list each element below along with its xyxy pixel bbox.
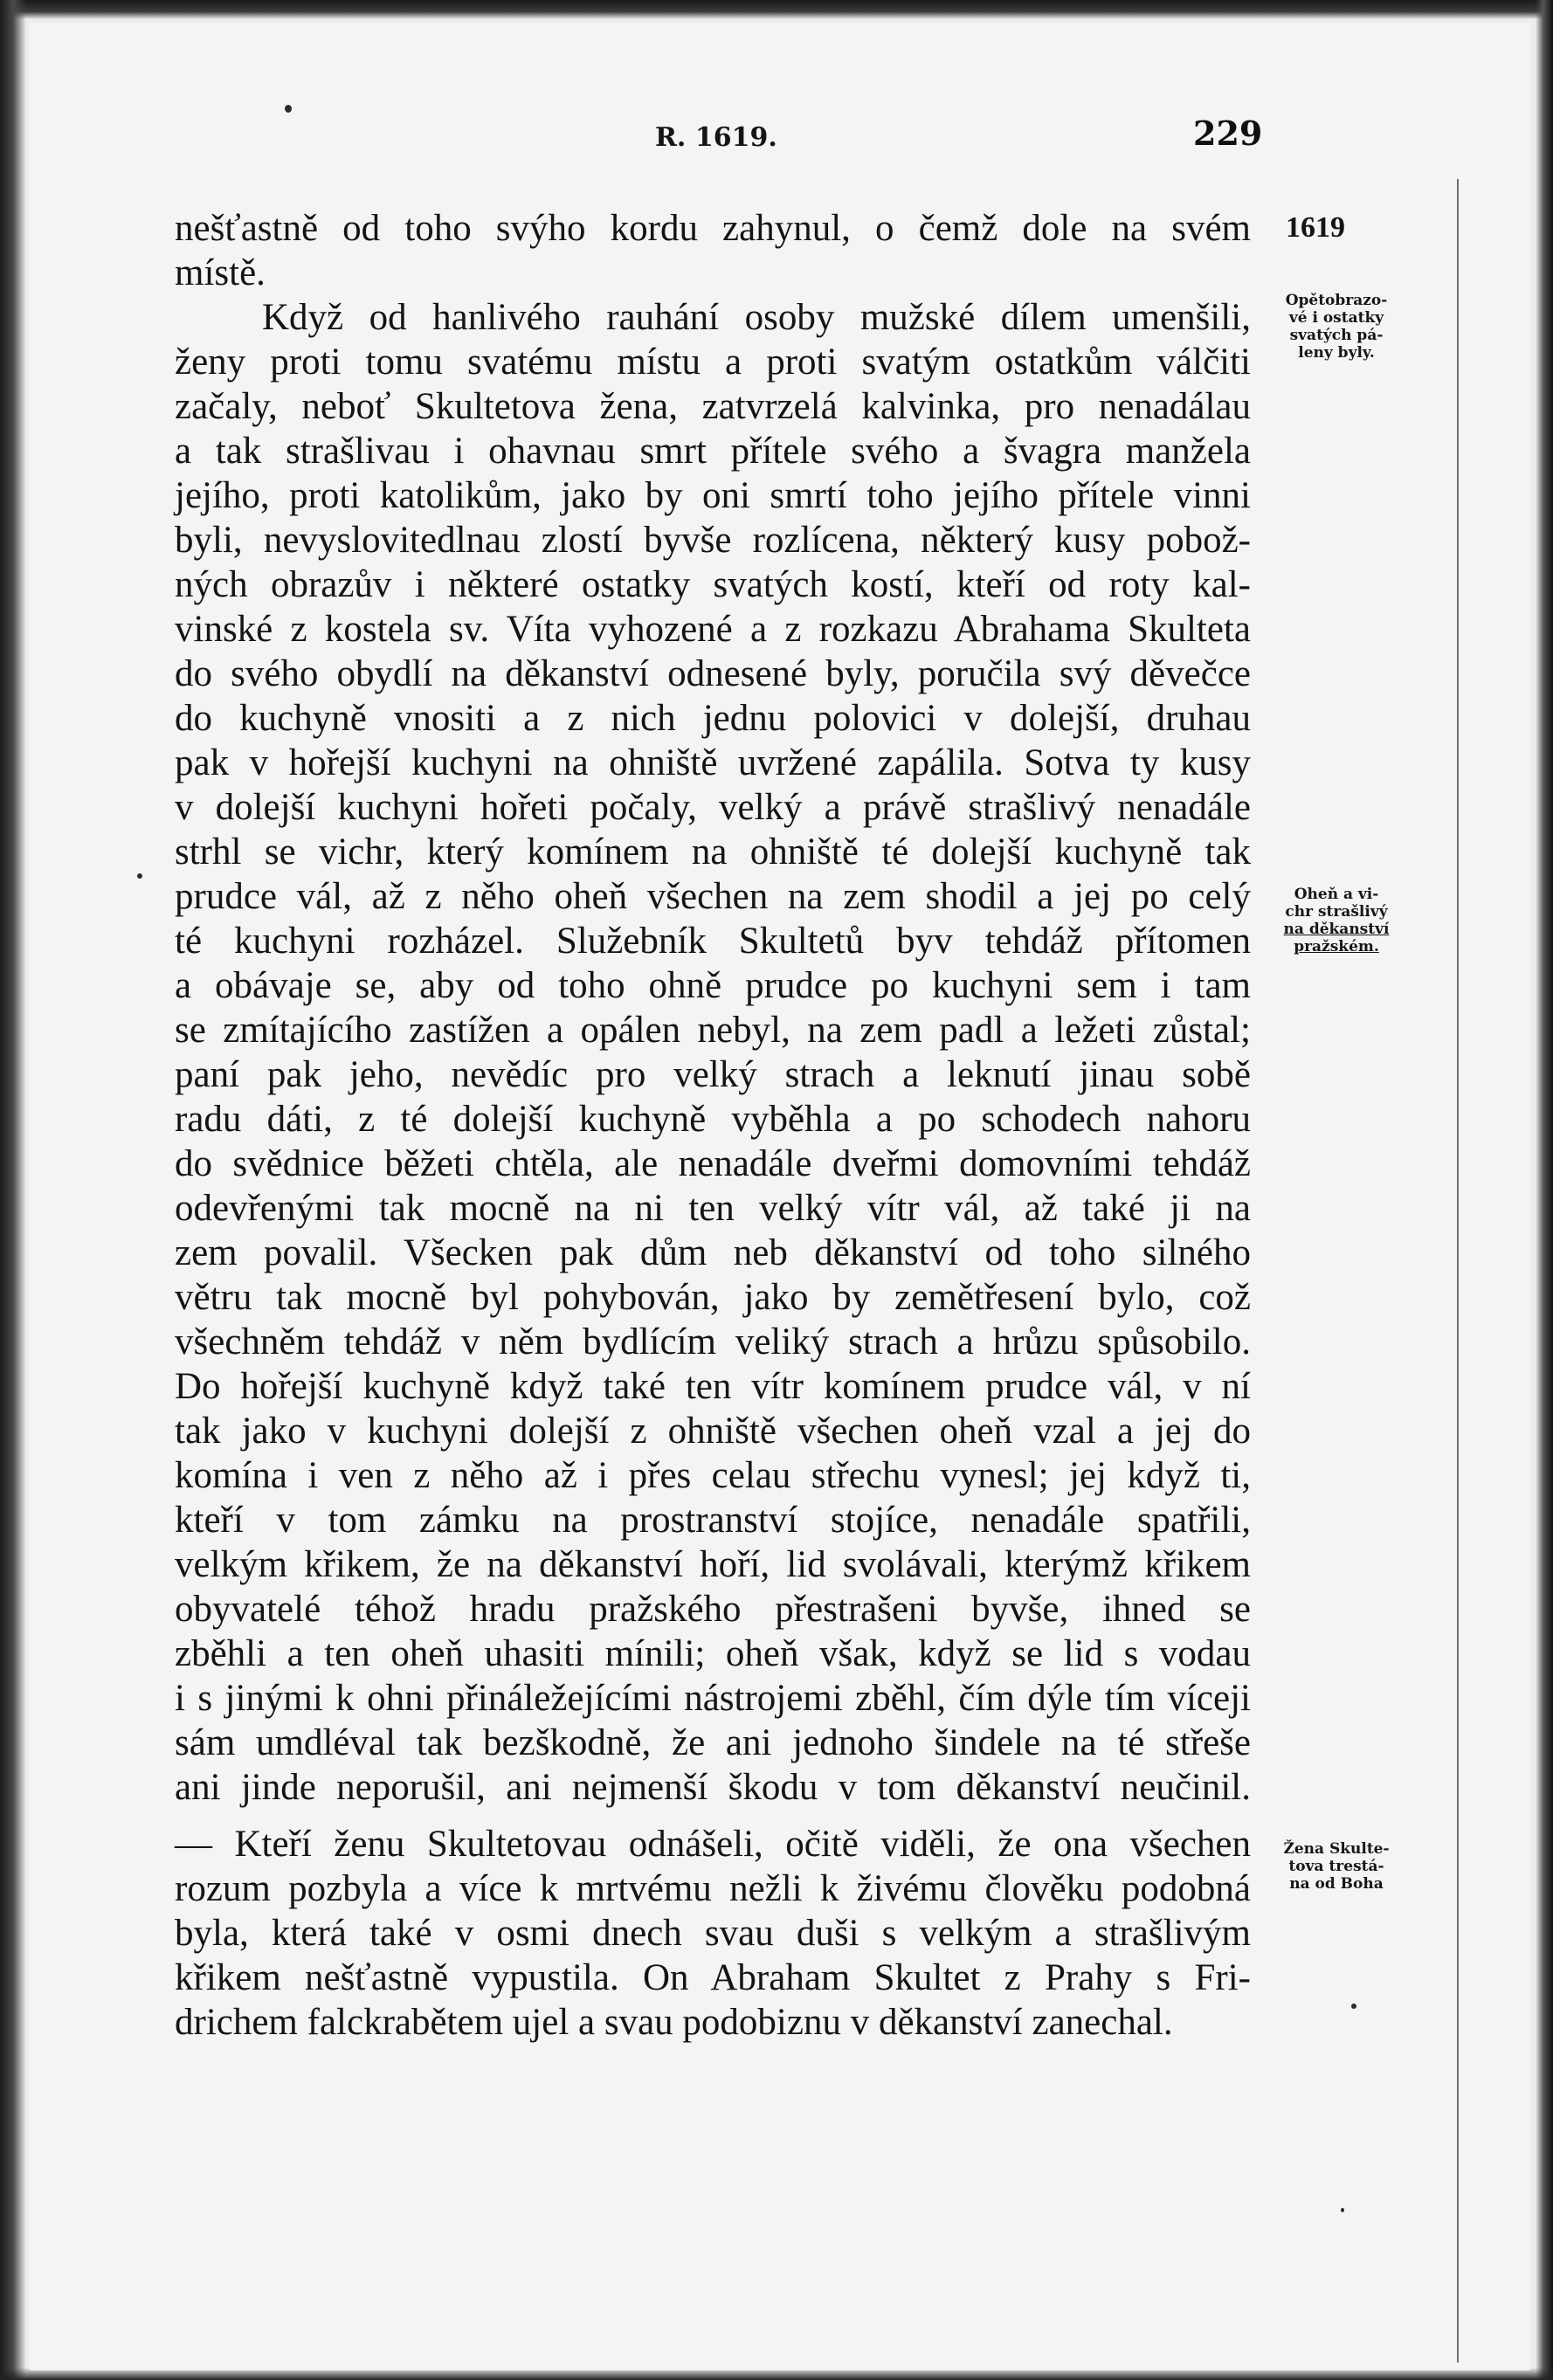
- margin-note-images-burned: [1261, 292, 1412, 362]
- margin-note-line: Opětobrazo-: [1285, 292, 1388, 309]
- margin-note-line: na děkanství: [1283, 921, 1390, 938]
- body-line: v dolejší kuchyni hořeti počaly, velký a právě strašlivý nenadále: [175, 787, 1251, 828]
- margin-year: 1619: [1286, 211, 1345, 244]
- body-line: té kuchyni rozházel. Služebník Skultetů byv tehdáž přítomen: [175, 921, 1251, 962]
- body-line: větru tak mocně byl pohybován, jako by zemětřesení bylo, což: [175, 1277, 1251, 1318]
- body-line: zběhli a ten oheň uhasiti mínili; oheň však, když se lid s vodau: [175, 1633, 1251, 1674]
- body-line: a obávaje se, aby od toho ohně prudce po kuchyni sem i tam: [175, 965, 1251, 1006]
- margin-rule: [1457, 179, 1459, 2363]
- body-line: komína i ven z něho až i přes celau střechu vynesl; jej když ti,: [175, 1455, 1251, 1496]
- body-line: radu dáti, z té dolejší kuchyně vyběhla a po schodech nahoru: [175, 1099, 1251, 1140]
- running-head-year: R. 1619.: [655, 122, 777, 153]
- body-line: do svého obydlí na děkanství odnesené byly, poručila svý děvečce: [175, 653, 1251, 694]
- ink-speck: [1341, 2208, 1344, 2212]
- body-line: — Kteří ženu Skultetovau odnášeli, očitě viděli, že ona všechen: [175, 1824, 1251, 1865]
- body-line: tak jako v kuchyni dolejší z ohniště všechen oheň vzal a jej do: [175, 1411, 1251, 1452]
- body-line: se zmítajícího zastížen a opálen nebyl, na zem padl a ležeti zůstal;: [175, 1010, 1251, 1051]
- body-line: místě.: [175, 252, 266, 293]
- margin-note-god-punished: [1261, 1840, 1412, 1893]
- scan-edge-top: [0, 0, 1553, 19]
- body-line: začaly, neboť Skultetova žena, zatvrzelá kalvinka, pro nenadálau: [175, 386, 1251, 427]
- body-line: Když od hanlivého rauhání osoby mužské dílem umenšili,: [262, 297, 1251, 338]
- body-line: a tak strašlivau i ohavnau smrt přítele svého a švagra manžela: [175, 431, 1251, 472]
- body-line: ženy proti tomu svatému místu a proti svatým ostatkům válčiti: [175, 341, 1251, 383]
- margin-note-fire-and-wind: [1261, 886, 1412, 955]
- body-line: ných obrazův i některé ostatky svatých kostí, kteří od roty kal-: [175, 564, 1251, 605]
- body-line: jejího, proti katolikům, jako by oni smrtí toho jejího přítele vinni: [175, 475, 1251, 516]
- body-line: do svědnice běžeti chtěla, ale nenadále dveřmi domovními tehdáž: [175, 1143, 1251, 1184]
- body-line: zem povalil. Všecken pak dům neb děkanství od toho silného: [175, 1232, 1251, 1273]
- body-line: nešťastně od toho svýho kordu zahynul, o čemž dole na svém: [175, 208, 1251, 249]
- body-line: byla, která také v osmi dnech svau duši s velkým a strašlivým: [175, 1913, 1251, 1954]
- body-line: drichem falckrabětem ujel a svau podobiznu v děkanství zanechal.: [175, 2002, 1173, 2043]
- body-line: prudce vál, až z něho oheň všechen na zem shodil a jej po celý: [175, 876, 1251, 917]
- margin-note-line: vé i ostatky: [1288, 309, 1384, 327]
- body-line: rozum pozbyla a více k mrtvému nežli k živému člověku podobná: [175, 1868, 1251, 1909]
- body-line: paní pak jeho, nevědíc pro velký strach a leknutí jinau sobě: [175, 1054, 1251, 1095]
- body-line: strhl se vichr, který komínem na ohniště té dolejší kuchyně tak: [175, 831, 1251, 873]
- body-line: byli, nevyslovitedlnau zlostí byvše rozlícena, některý kusy pobož-: [175, 520, 1251, 561]
- body-line: vinské z kostela sv. Víta vyhozené a z rozkazu Abrahama Skulteta: [175, 609, 1251, 650]
- body-line: obyvatelé téhož hradu pražského přestrašeni byvše, ihned se: [175, 1589, 1251, 1630]
- body-line: pak v hořejší kuchyni na ohniště uvržené zapálila. Sotva ty kusy: [175, 742, 1251, 783]
- body-line: sám umdléval tak bezškodně, že ani jednoho šindele na té střeše: [175, 1722, 1251, 1763]
- body-line: velkým křikem, že na děkanství hoří, lid svolávali, kterýmž křikem: [175, 1544, 1251, 1585]
- ink-speck: [1351, 2004, 1356, 2009]
- margin-note-line: na od Boha: [1289, 1875, 1384, 1893]
- margin-note-line: tova trestá-: [1288, 1858, 1384, 1875]
- scan-edge-left: [0, 0, 26, 2380]
- body-line: ani jinde neporušil, ani nejmenší škodu v tom děkanství neučinil.: [175, 1767, 1251, 1808]
- body-line: kteří v tom zámku na prostranství stojíce, nenadále spatřili,: [175, 1500, 1251, 1541]
- margin-note-line: Žena Skulte-: [1283, 1840, 1390, 1858]
- margin-note-line: pražském.: [1294, 938, 1379, 955]
- margin-note-line: Oheň a vi-: [1294, 886, 1379, 903]
- ink-speck: [285, 105, 292, 113]
- body-line: všechněm tehdáž v něm bydlícím veliký strach a hrůzu spůsobilo.: [175, 1321, 1251, 1362]
- body-line: i s jinými k ohni přináležejícími nástrojemi zběhl, čím dýle tím víceji: [175, 1678, 1251, 1719]
- body-line: křikem nešťastně vypustila. On Abraham Skultet z Prahy s Fri-: [175, 1957, 1251, 1998]
- body-line: odevřenými tak mocně na ni ten velký vítr vál, až také ji na: [175, 1188, 1251, 1229]
- scan-edge-right: [1536, 0, 1553, 2380]
- margin-note-line: chr strašlivý: [1285, 903, 1388, 921]
- body-line: do kuchyně vnositi a z nich jednu polovici v dolejší, druhau: [175, 698, 1251, 739]
- page-number: 229: [1193, 114, 1263, 153]
- ink-speck: [137, 873, 142, 879]
- margin-note-line: leny byly.: [1298, 344, 1375, 362]
- body-line: Do hořejší kuchyně když také ten vítr komínem prudce vál, v ní: [175, 1366, 1251, 1407]
- margin-note-line: svatých pá-: [1289, 327, 1384, 344]
